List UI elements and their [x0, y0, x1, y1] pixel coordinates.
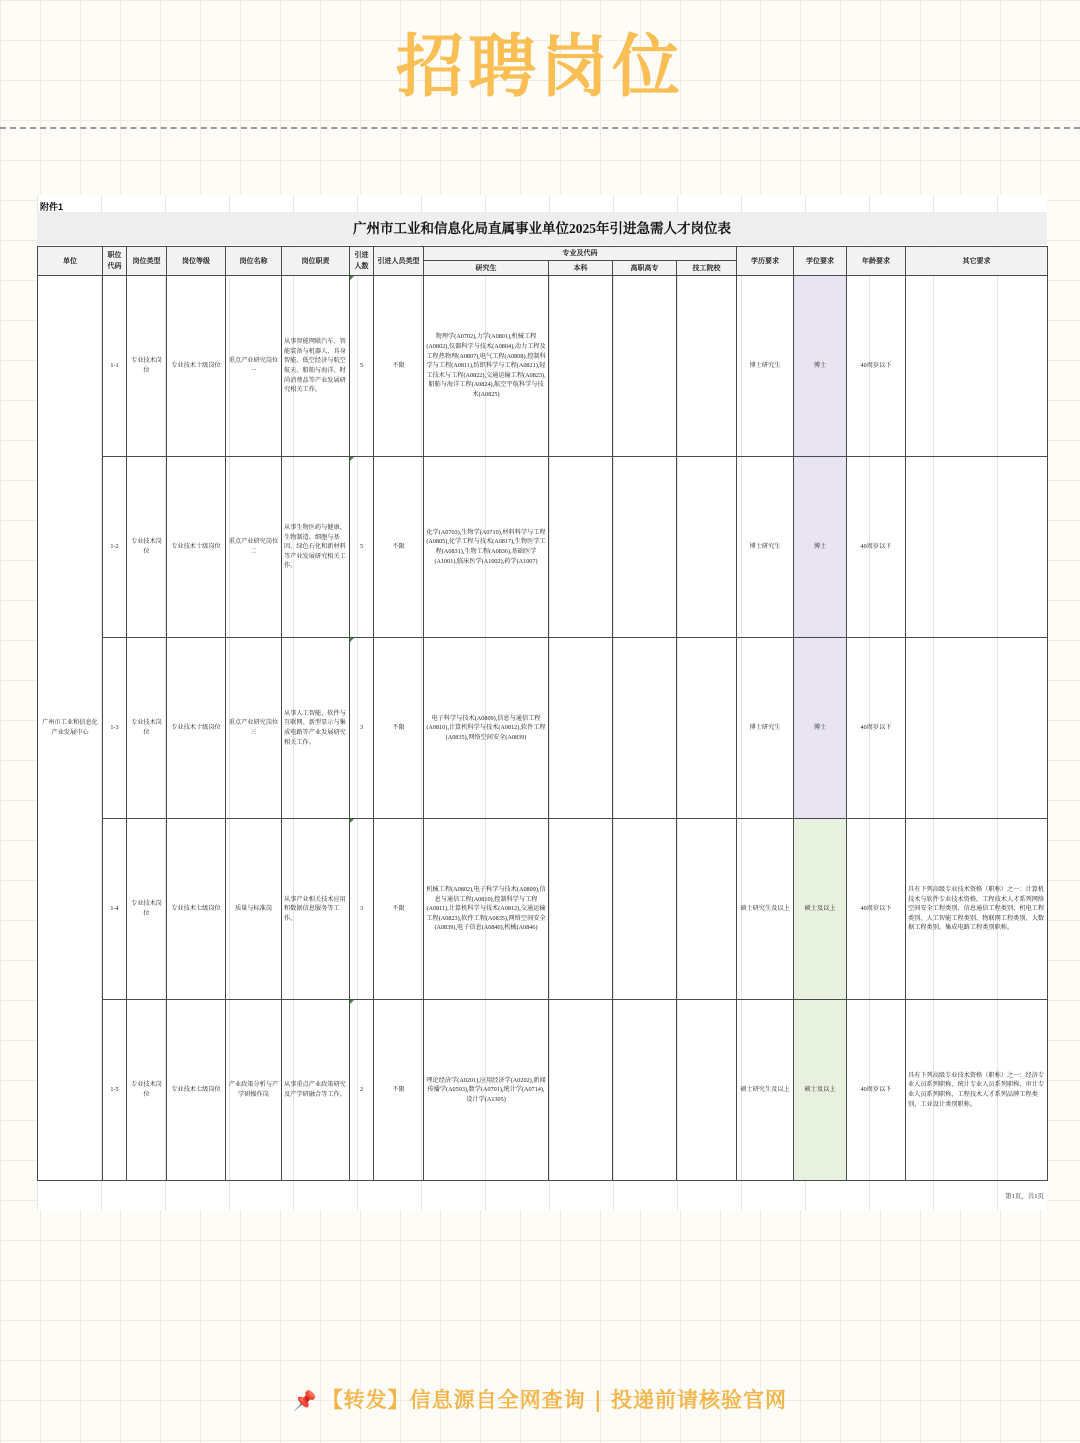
other-cell: 具有下列高级专业技术资格（职称）之一：计算机技术与软件专业技术资格，工程技术人才系列网络空间安全工程类别、信息通信工程类别、机电工程类别、人工智能工程类别、物联网工程类别、大数据工程类别、集成电路工程类别职称。	[906, 819, 1048, 1000]
age-cell: 40周岁以下	[847, 457, 906, 638]
education-cell: 博士研究生	[737, 638, 794, 819]
table-row	[38, 457, 1048, 638]
talent-type-cell: 不限	[374, 276, 424, 457]
degree-cell: 博士	[794, 276, 847, 457]
talent-type-cell: 不限	[374, 819, 424, 1000]
header-degree: 学位要求	[794, 247, 847, 276]
unit-cell: 广州市工业和信息化产业发展中心	[38, 276, 103, 1181]
graduate-major-cell: 化学(A0703),生物学(A0710),材料科学与工程(A0805),化学工程与技术(A0817),生物医学工程(A0831),生物工程(A0836),基础医学(A1001),临床医学(A1002),药学(A1007)	[424, 457, 549, 638]
post-type-cell: 专业技术岗位	[127, 1000, 167, 1181]
table-row	[38, 638, 1048, 819]
other-cell	[906, 276, 1048, 457]
table-row	[38, 276, 1048, 457]
degree-cell: 博士	[794, 638, 847, 819]
count-cell: 5	[350, 457, 374, 638]
duties-cell: 从事人工智能、软件与互联网、新型显示与集成电路等产业发展研究相关工作。	[282, 638, 350, 819]
post-name-cell: 重点产业研究岗位三	[226, 638, 282, 819]
header-education: 学历要求	[737, 247, 794, 276]
code-cell: 1-3	[103, 638, 127, 819]
graduate-major-cell: 物理学(A0702),力学(A0801),机械工程(A0802),仪器科学与技术(A0804),动力工程及工程热物理(A0807),电气工程(A0808),控制科学与工程(A0811),纺织科学与工程(A0821),轻工技术与工程(A0822),交通运输工程(A0823),船舶与海洋工程(A0824),航空宇航科学与技术(A0825)	[424, 276, 549, 457]
vocational-major-cell	[613, 638, 677, 819]
graduate-major-cell: 理论经济学(A0201),应用经济学(A0202),新闻传播学(A0503),数学(A0701),统计学(A0714),设计学(A1305)	[424, 1000, 549, 1181]
header-row-1	[38, 247, 1048, 261]
code-cell: 1-1	[103, 276, 127, 457]
post-level-cell: 专业技术十级岗位	[167, 276, 226, 457]
footer-notice	[0, 1384, 1080, 1414]
undergrad-major-cell	[549, 457, 613, 638]
header-post-type: 岗位类型	[127, 247, 167, 276]
footer-text: 【转发】信息源自全网查询 | 投递前请核验官网	[321, 1388, 787, 1412]
education-cell: 硕士研究生及以上	[737, 1000, 794, 1181]
header-hire-count: 引进人数	[350, 247, 374, 276]
other-cell	[906, 457, 1048, 638]
header-code: 职位代码	[103, 247, 127, 276]
post-name-cell: 重点产业研究岗位一	[226, 276, 282, 457]
header-graduate: 研究生	[424, 261, 549, 276]
positions-table	[37, 246, 1048, 1181]
undergrad-major-cell	[549, 276, 613, 457]
code-cell: 1-2	[103, 457, 127, 638]
header-undergrad: 本科	[549, 261, 613, 276]
pushpin-icon: 📌	[293, 1390, 318, 1412]
duties-cell: 从事重点产业政策研究及产学研融合等工作。	[282, 1000, 350, 1181]
header-age: 年龄要求	[847, 247, 906, 276]
page-title: 招聘岗位	[395, 28, 684, 107]
count-cell: 5	[350, 276, 374, 457]
duties-cell: 从事智能网联汽车、智能装备与机器人、具身智能、低空经济与航空航天、船舶与海洋、时尚消费品等产业发展研究相关工作。	[282, 276, 350, 457]
count-cell: 3	[350, 819, 374, 1000]
header-other: 其它要求	[906, 247, 1048, 276]
post-type-cell: 专业技术岗位	[127, 276, 167, 457]
post-level-cell: 专业技术七级岗位	[167, 1000, 226, 1181]
post-name-cell: 质量与标准岗	[226, 819, 282, 1000]
header-duties: 岗位职责	[282, 247, 350, 276]
count-cell: 3	[350, 638, 374, 819]
post-type-cell: 专业技术岗位	[127, 457, 167, 638]
page-number: 第1页，共1页	[1005, 1193, 1044, 1200]
post-level-cell: 专业技术十级岗位	[167, 638, 226, 819]
graduate-major-cell: 电子科学与技术(A0809),信息与通信工程(A0810),计算机科学与技术(A0812),软件工程(A0835),网络空间安全(A0839)	[424, 638, 549, 819]
code-cell: 1-5	[103, 1000, 127, 1181]
other-cell	[906, 638, 1048, 819]
education-cell: 博士研究生	[737, 457, 794, 638]
header-technical: 技工院校	[677, 261, 737, 276]
talent-type-cell: 不限	[374, 1000, 424, 1181]
vocational-major-cell	[613, 276, 677, 457]
education-cell: 博士研究生	[737, 276, 794, 457]
table-row	[38, 1000, 1048, 1181]
duties-cell: 从事生物医药与健康、生物制造、细胞与基因、绿色石化和新材料等产业发展研究相关工作。	[282, 457, 350, 638]
header-talent-type: 引进人员类型	[374, 247, 424, 276]
other-cell: 具有下列高级专业技术资格（职称）之一：经济专业人员系列职称、统计专业人员系列职称、审计专业人员系列职称、工程技术人才系列品牌工程类别、工业设计类别职称。	[906, 1000, 1048, 1181]
dashed-divider	[0, 127, 1080, 129]
attachment-label: 附件1	[40, 202, 64, 212]
undergrad-major-cell	[549, 1000, 613, 1181]
technical-major-cell	[677, 1000, 737, 1181]
document-title: 广州市工业和信息化局直属事业单位2025年引进急需人才岗位表	[37, 212, 1047, 245]
job-table-sheet	[37, 195, 1047, 1210]
talent-type-cell: 不限	[374, 457, 424, 638]
post-type-cell: 专业技术岗位	[127, 819, 167, 1000]
age-cell: 40周岁以下	[847, 1000, 906, 1181]
undergrad-major-cell	[549, 819, 613, 1000]
post-name-cell: 产业政策分析与产学研操作岗	[226, 1000, 282, 1181]
age-cell: 40周岁以下	[847, 819, 906, 1000]
duties-cell: 从事产业相关技术应用和数据信息服务等工作。	[282, 819, 350, 1000]
age-cell: 40周岁以下	[847, 276, 906, 457]
technical-major-cell	[677, 276, 737, 457]
code-cell: 1-4	[103, 819, 127, 1000]
header-vocational: 高职高专	[613, 261, 677, 276]
degree-cell: 硕士及以上	[794, 819, 847, 1000]
age-cell: 40周岁以下	[847, 638, 906, 819]
header-major-group: 专业及代码	[424, 247, 737, 261]
vocational-major-cell	[613, 819, 677, 1000]
graduate-major-cell: 机械工程(A0802),电子科学与技术(A0809),信息与通信工程(A0810),控制科学与工程(A0811),计算机科学与技术(A0812),交通运输工程(A0823),软件工程(A0835),网络空间安全(A0839),电子信息(A0840),机械(A0846)	[424, 819, 549, 1000]
post-level-cell: 专业技术七级岗位	[167, 819, 226, 1000]
degree-cell: 博士	[794, 457, 847, 638]
post-type-cell: 专业技术岗位	[127, 638, 167, 819]
table-row	[38, 819, 1048, 1000]
count-cell: 2	[350, 1000, 374, 1181]
technical-major-cell	[677, 638, 737, 819]
header-unit: 单位	[38, 247, 103, 276]
post-name-cell: 重点产业研究岗位二	[226, 457, 282, 638]
talent-type-cell: 不限	[374, 638, 424, 819]
header-post-name: 岗位名称	[226, 247, 282, 276]
undergrad-major-cell	[549, 638, 613, 819]
degree-cell: 硕士及以上	[794, 1000, 847, 1181]
header-post-level: 岗位等级	[167, 247, 226, 276]
post-level-cell: 专业技术十级岗位	[167, 457, 226, 638]
technical-major-cell	[677, 819, 737, 1000]
vocational-major-cell	[613, 457, 677, 638]
education-cell: 硕士研究生及以上	[737, 819, 794, 1000]
vocational-major-cell	[613, 1000, 677, 1181]
technical-major-cell	[677, 457, 737, 638]
